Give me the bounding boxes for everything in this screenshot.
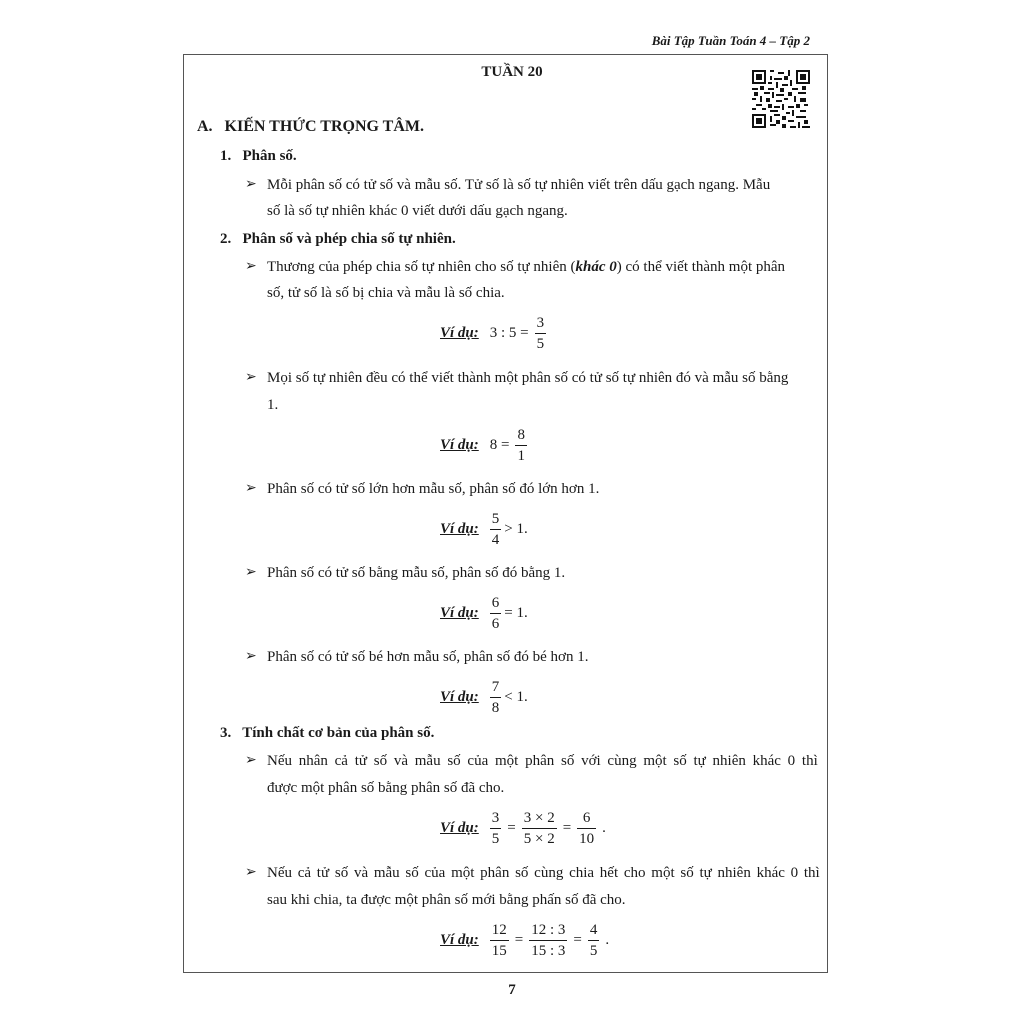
- s3-bullet1-line2: được một phân số bằng phân số đã cho.: [267, 780, 505, 796]
- s2-b1-text-em: khác 0: [575, 259, 617, 275]
- fraction: [515, 425, 527, 466]
- equals-sign: =: [507, 820, 516, 836]
- section-a-heading: A. KIẾN THỨC TRỌNG TÂM.: [197, 118, 424, 135]
- example-lhs: 8 =: [489, 437, 510, 453]
- bullet-arrow-icon: ➢: [245, 177, 257, 192]
- fraction-denominator: 1: [517, 448, 525, 464]
- example-rhs: < 1.: [504, 689, 528, 705]
- fraction-denominator: 5: [536, 336, 545, 352]
- s2-example-4: [440, 593, 528, 634]
- s3-bullet2-line1: Nếu cả tử số và mẫu số của một phân số cùng chia hết cho một số tự nhiên khác 0 thì: [267, 865, 820, 881]
- example-label: Ví dụ:: [440, 325, 479, 341]
- s3-bullet2-line2: sau khi chia, ta được một phân số mới bằng phấn số đã cho.: [267, 892, 626, 908]
- fraction: [490, 593, 502, 634]
- fraction-numerator: 3: [536, 315, 545, 331]
- s3-example-2: [440, 920, 612, 961]
- s1-bullet1-line2: số là số tự nhiên khác 0 viết dưới dấu gạch ngang.: [267, 203, 568, 219]
- example-rhs: = 1.: [504, 605, 528, 621]
- fraction-numerator: 6: [582, 810, 591, 826]
- bullet-arrow-icon: ➢: [245, 481, 257, 496]
- fraction-numerator: 12: [491, 922, 507, 938]
- bullet-arrow-icon: ➢: [245, 370, 257, 385]
- s2-example-3: [440, 509, 528, 550]
- fraction-denominator: 5: [589, 943, 598, 959]
- s2-bullet1-line2: số, tử số là số bị chia và mẫu là số chia.: [267, 285, 505, 301]
- fraction-numerator: 7: [491, 679, 500, 695]
- s2-bullet5: Phân số có tử số bé hơn mẫu số, phân số đó bé hơn 1.: [267, 649, 589, 665]
- fraction-denominator: 5: [491, 831, 500, 847]
- fraction-numerator: 4: [589, 922, 598, 938]
- fraction-denominator: 4: [491, 532, 500, 548]
- equals-sign: =: [514, 932, 524, 948]
- week-title: TUẦN 20: [481, 64, 543, 80]
- fraction: [490, 920, 509, 961]
- example-lhs: 3 : 5 =: [489, 325, 529, 341]
- s2-bullet2-line2: 1.: [267, 397, 279, 413]
- fraction: [490, 808, 502, 849]
- fraction-denominator: 15: [491, 943, 507, 959]
- fraction: [529, 920, 567, 961]
- fraction-numerator: 5: [491, 511, 500, 527]
- s2-example-1: [440, 313, 549, 354]
- s3-bullet1-line1: Nếu nhân cả tử số và mẫu số của một phân số với cùng một số tự nhiên khác 0 thì: [267, 753, 818, 769]
- s2-bullet3: Phân số có tử số lớn hơn mẫu số, phân số đó lớn hơn 1.: [267, 481, 600, 497]
- fraction-denominator: 6: [491, 616, 500, 632]
- section-3-heading: 3. Tính chất cơ bản của phân số.: [220, 725, 435, 741]
- fraction-denominator: 8: [491, 700, 500, 716]
- fraction-numerator: 6: [491, 595, 500, 611]
- fraction-denominator: 5 × 2: [523, 831, 555, 847]
- bullet-arrow-icon: ➢: [245, 259, 257, 274]
- fraction-denominator: 10: [579, 831, 595, 847]
- book-header: Bài Tập Tuần Toán 4 – Tập 2: [651, 33, 810, 48]
- example-label: Ví dụ:: [440, 932, 479, 948]
- fraction: [522, 808, 557, 849]
- equals-sign: =: [562, 820, 572, 836]
- fraction: [490, 509, 502, 550]
- s2-bullet1-line1: [267, 258, 785, 276]
- period: .: [605, 932, 610, 948]
- section-2-heading: 2. Phân số và phép chia số tự nhiên.: [220, 231, 456, 247]
- bullet-arrow-icon: ➢: [245, 865, 257, 880]
- example-label: Ví dụ:: [440, 605, 479, 621]
- s2-bullet4: Phân số có tử số bằng mẫu số, phân số đó bằng 1.: [267, 565, 566, 581]
- s1-bullet1-line1: Mỗi phân số có tử số và mẫu số. Tử số là số tự nhiên viết trên dấu gạch ngang. Mẫu: [267, 177, 771, 193]
- s3-example-1: [440, 808, 609, 849]
- example-label: Ví dụ:: [440, 689, 479, 705]
- fraction: [535, 313, 547, 354]
- s2-example-2: [440, 425, 530, 466]
- example-label: Ví dụ:: [440, 521, 479, 537]
- equals-sign: =: [573, 932, 582, 948]
- fraction-numerator: 8: [517, 427, 525, 443]
- fraction-numerator: 3 × 2: [523, 810, 555, 826]
- fraction: [577, 808, 596, 849]
- bullet-arrow-icon: ➢: [245, 565, 257, 580]
- fraction-numerator: 12 : 3: [531, 922, 566, 938]
- page-number: 7: [508, 982, 516, 998]
- s2-b1-text-pre: Thương của phép chia số tự nhiên cho số tự nhiên (: [267, 259, 576, 275]
- example-label: Ví dụ:: [440, 437, 479, 453]
- period: .: [602, 820, 606, 836]
- fraction-numerator: 3: [491, 810, 500, 826]
- example-label: Ví dụ:: [440, 820, 479, 836]
- bullet-arrow-icon: ➢: [245, 649, 257, 664]
- fraction-denominator: 15 : 3: [531, 943, 566, 959]
- s2-b1-text-post: ) có thể viết thành một phân: [616, 259, 786, 275]
- fraction: [490, 677, 502, 718]
- s2-example-5: [440, 677, 528, 718]
- bullet-arrow-icon: ➢: [245, 753, 257, 768]
- section-1-heading: 1. Phân số.: [220, 148, 297, 164]
- s2-bullet2-line1: Mọi số tự nhiên đều có thể viết thành một phân số có tử số tự nhiên đó và mẫu số bằng: [267, 370, 789, 386]
- example-rhs: > 1.: [504, 521, 528, 537]
- fraction: [588, 920, 600, 961]
